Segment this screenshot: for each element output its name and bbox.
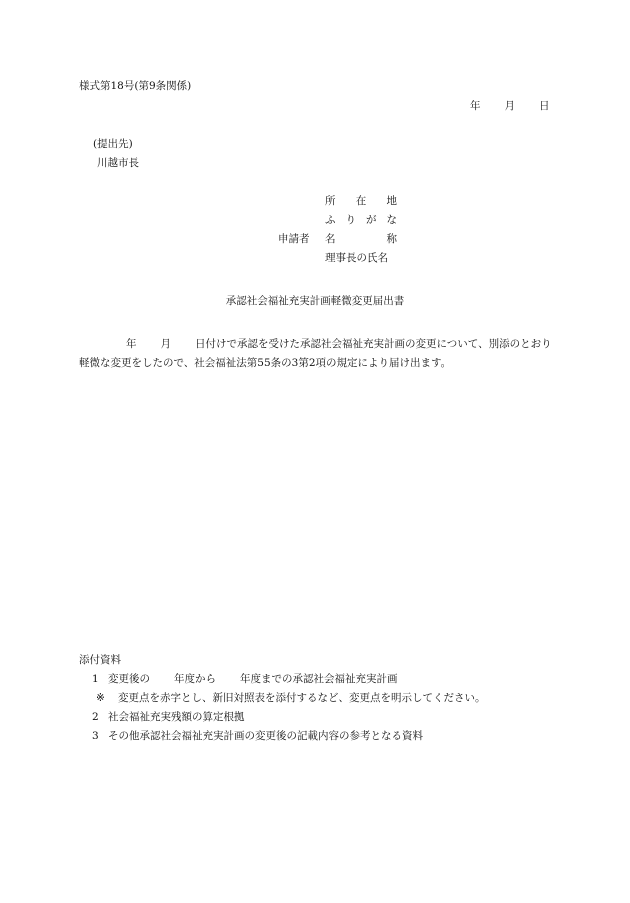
attachments-title: 添付資料: [79, 654, 121, 666]
recipient-name: 川越市長: [97, 157, 139, 169]
body-paragraph: [79, 335, 554, 373]
body-year-label: 年: [126, 338, 137, 350]
attachment-item-1: 1 変更後の 年度から 年度までの承認社会福祉充実計画: [92, 673, 398, 685]
document-title: 承認社会福祉充実計画軽微変更届出書: [225, 295, 405, 307]
body-month-label: 月: [160, 338, 171, 350]
date-day-label: 日: [539, 100, 550, 112]
name-label: 名 称: [325, 233, 397, 245]
date-month-label: 月: [504, 100, 515, 112]
recipient-label: (提出先): [93, 138, 133, 150]
attachment-item-2: 2 社会福祉充実残額の算定根拠: [92, 711, 245, 723]
address-label: 所 在 地: [325, 195, 397, 207]
applicant-label: 申請者: [278, 233, 310, 245]
furigana-label: ふ り が な: [325, 214, 397, 226]
attachment-note: ※ 変更点を赤字とし、新旧対照表を添付するなど、変更点を明示してください。: [96, 692, 486, 704]
body-text: 日付けで承認を受けた承認社会福祉充実計画の変更について、別添のとおり軽微な変更をしたので、社会福祉法第55条の3第2項の規定により届け出ます。: [79, 338, 552, 369]
date-line: [470, 100, 550, 113]
note-mark: ※: [96, 692, 105, 704]
date-year-label: 年: [470, 100, 481, 112]
representative-label: 理事長の氏名: [325, 252, 388, 264]
attachment-item-3: 3 その他承認社会福祉充実計画の変更後の記載内容の参考となる資料: [92, 730, 423, 742]
form-number: 様式第18号(第9条関係): [79, 80, 192, 92]
